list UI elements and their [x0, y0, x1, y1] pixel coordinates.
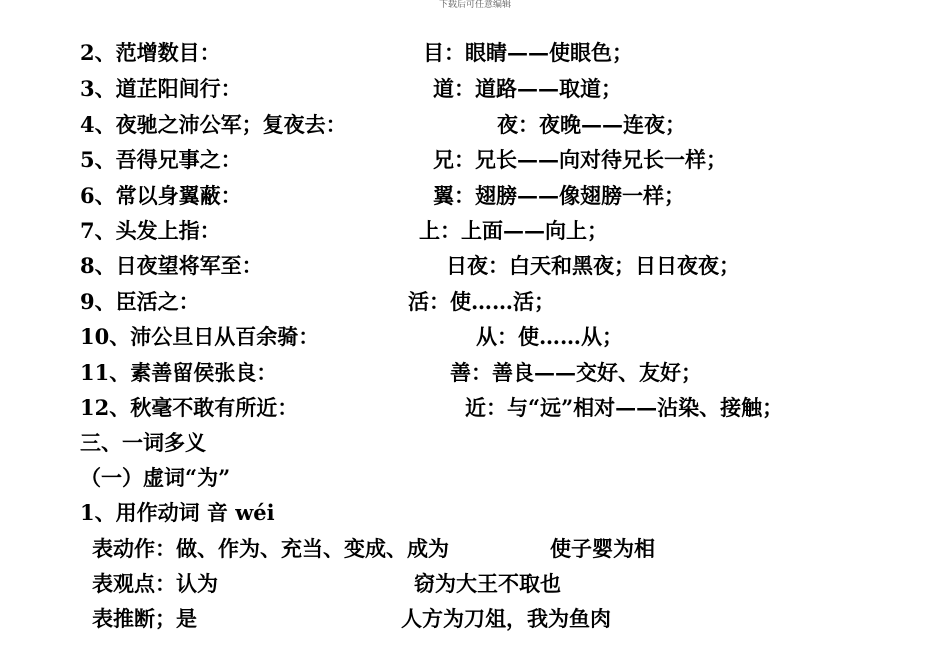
term-left: 12、秋毫不敢有所近： — [80, 395, 299, 420]
term-left: 4、夜驰之沛公军；复夜去： — [80, 112, 347, 137]
term-left: 9、臣活之： — [80, 289, 200, 314]
section-heading: 三、一词多义 — [80, 430, 206, 455]
list-item — [80, 360, 702, 386]
term-explanation: 夜：夜晚——连夜； — [497, 112, 686, 137]
term-explanation: 目：眼睛——使眼色； — [423, 40, 633, 65]
term-explanation: 上：上面——向上； — [419, 218, 608, 243]
list-item — [80, 324, 623, 350]
list-item — [80, 218, 608, 244]
term-left: 10、沛公旦日从百余骑： — [80, 324, 320, 349]
usage-label: 表动作：做、作为、充当、变成、成为 — [92, 536, 449, 561]
term-left: 6、常以身翼蔽： — [80, 183, 242, 208]
term-left: 2、范增数目： — [80, 40, 221, 65]
usage-example: 使子婴为相 — [550, 536, 655, 561]
term-explanation: 日夜：白天和黑夜；日日夜夜； — [446, 253, 740, 278]
item-heading: 1、用作动词 音 wéi — [80, 500, 275, 525]
list-item — [80, 253, 740, 279]
term-explanation: 道：道路——取道； — [433, 76, 622, 101]
usage-label: 表推断；是 — [92, 606, 197, 631]
header-note: 下载后可任意编辑 — [438, 0, 511, 10]
usage-row — [92, 536, 655, 562]
term-explanation: 翼：翅膀——像翅膀一样； — [433, 183, 685, 208]
term-left: 5、吾得兄事之： — [80, 147, 242, 172]
usage-example: 人方为刀俎，我为鱼肉 — [401, 606, 611, 631]
term-left: 7、头发上指： — [80, 218, 221, 243]
list-item — [80, 183, 685, 209]
term-left: 3、道芷阳间行： — [80, 76, 242, 101]
usage-label: 表观点：认为 — [92, 571, 218, 596]
term-explanation: 近：与“远”相对——沾染、接触； — [465, 395, 784, 420]
term-explanation: 活：使……活； — [408, 289, 555, 314]
sub-heading: （一）虚词“为” — [80, 465, 231, 490]
list-item — [80, 40, 633, 66]
usage-row — [92, 571, 561, 597]
list-item — [80, 112, 686, 138]
term-explanation: 从：使……从； — [476, 324, 623, 349]
list-item — [80, 76, 622, 102]
term-explanation: 兄：兄长——向对待兄长一样； — [433, 147, 727, 172]
list-item — [80, 289, 555, 315]
usage-row — [92, 606, 611, 632]
list-item — [80, 395, 784, 421]
term-left: 11、素善留侯张良： — [80, 360, 278, 385]
usage-example: 窃为大王不取也 — [414, 571, 561, 596]
term-explanation: 善：善良——交好、友好； — [450, 360, 702, 385]
term-left: 8、日夜望将军至： — [80, 253, 263, 278]
list-item — [80, 147, 727, 173]
